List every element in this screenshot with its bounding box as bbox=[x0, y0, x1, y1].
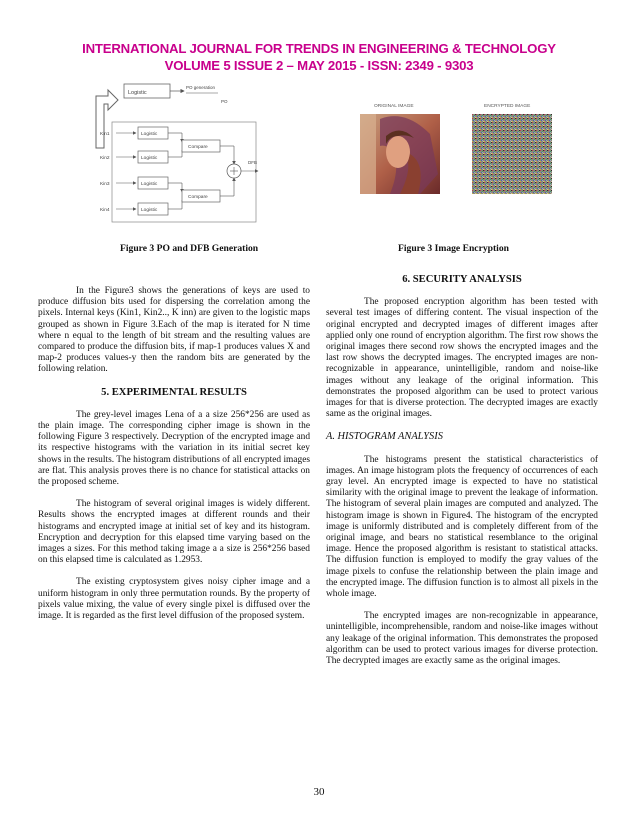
po-output-label: PO bbox=[221, 99, 228, 104]
logistic-label-4: Logistic bbox=[141, 208, 158, 213]
left-paragraph-2: The grey-level images Lena of a a size 256*256 are used as the plain image. The corresponding cipher image is shown in the following Figure 3 respectively. Decryption of the encrypted image and its respective histograms with the variation in its initial secret key shows in the results. The histogram distributions of all encrypted images are flat. This analysis proves there is no chance for statistical attacks on the proposed scheme. bbox=[38, 409, 310, 488]
left-column bbox=[38, 286, 310, 633]
right-column bbox=[326, 270, 598, 678]
section-5-heading: 5. EXPERIMENTAL RESULTS bbox=[101, 386, 247, 398]
left-paragraph-4: The existing cryptosystem gives noisy cipher image and a uniform histogram in only three permutation rounds. By the property of pixels value mixing, the value of every single pixel is diffused over the image. It is regarded as the first level diffusion of the proposed system. bbox=[38, 577, 310, 622]
page-number: 30 bbox=[313, 786, 325, 798]
diagram-svg bbox=[88, 78, 280, 228]
right-paragraph-1: The proposed encryption algorithm has been tested with several test images of differing content. The visual inspection of the original encrypted and decrypted images of different images after applied only one round of encryption algorithm. The first row shows the original images there second row shows the encrypted images and the last row shows the decrypted images. The encrypted images are non-recognizable in appearance, unintelligible, random and noise-like images without any leakage of the original information. This demonstrates the proposed algorithm can be used to protect various images for that is diverse protection. The decrypted images are exactly same as the original images. bbox=[326, 297, 598, 420]
compare-label-1: Compare bbox=[188, 145, 208, 150]
lena-original-image bbox=[360, 114, 440, 194]
logistic-label-1: Logistic bbox=[141, 132, 158, 137]
left-paragraph-1: In the Figure3 shows the generations of keys are used to produce diffusion bits used for dispersing the correlation among the pixels. Internal keys (Kin1, Kin2.., K inn) are given to the logistic maps grouped as shown in Figure 3.Each of the map is iterated for N time where n equal to the length of bit stream and the resulting values are compared to produce the diffusion bits, if map-1 produces values X and map-2 produces values-y then the random bits are generated by the following relation. bbox=[38, 286, 310, 375]
journal-volume: VOLUME 5 ISSUE 2 – MAY 2015 - ISSN: 2349 - 9303 bbox=[164, 58, 474, 73]
input-kin2: Kin2 bbox=[100, 156, 110, 161]
left-paragraph-3: The histogram of several original images is widely different. Results shows the encrypted images at different rounds and their histograms and encrypted image at initial set of key and its histogram. Encryption and decryption for this elapsed time varying based on the images a sizes. For this method taking image a a size is 256*256 based on this elapsed time is calculated as 1.2953. bbox=[38, 499, 310, 566]
subsection-a-heading: A. HISTOGRAM ANALYSIS bbox=[326, 431, 443, 443]
figure-left-caption: Figure 3 PO and DFB Generation bbox=[120, 243, 259, 254]
figure-right-caption: Figure 3 Image Encryption bbox=[398, 243, 509, 254]
input-kin4: Kin4 bbox=[100, 208, 110, 213]
input-kin1: Kin1 bbox=[100, 132, 110, 137]
po-dfb-diagram bbox=[88, 78, 280, 228]
po-generation-label: PO generation bbox=[186, 85, 216, 90]
dfb-label: DFB bbox=[248, 160, 257, 165]
logistic-label-3: Logistic bbox=[141, 182, 158, 187]
right-paragraph-2: The histograms present the statistical characteristics of images. An image histogram plots the frequency of occurrences of each gray level. An encrypted image is expected to have no statistical similarity with the original image to prevent the leakage of information. The histogram of several plain images are computed and analyzed. The histogram image is shown in Figure4. The histogram of the encrypted image is uniformly distributed and is completely different from of the original image, and bears no statistical resemblance to the original image. Hence the proposed algorithm is resistant to statistical attacks. The diffusion function is employed to modify the gray values of the image pixels to confuse the relationship between the plain image and the encrypted image. The diffusion function is to almost all pixels in the whole image. bbox=[326, 454, 598, 600]
original-image-label: ORIGINAL IMAGE bbox=[374, 104, 414, 109]
logistic-label-2: Logistic bbox=[141, 156, 158, 161]
encrypted-image-label: ENCRYPTED IMAGE bbox=[484, 104, 531, 109]
image-encryption-figure bbox=[356, 104, 556, 200]
input-kin3: Kin3 bbox=[100, 182, 110, 187]
compare-label-2: Compare bbox=[188, 195, 208, 200]
section-6-heading: 6. SECURITY ANALYSIS bbox=[402, 274, 522, 285]
journal-title: INTERNATIONAL JOURNAL FOR TRENDS IN ENGINEERING & TECHNOLOGY bbox=[82, 41, 556, 56]
encrypted-noise-image bbox=[472, 114, 552, 194]
top-logistic-label: Logistic bbox=[128, 90, 147, 96]
right-paragraph-3: The encrypted images are non-recognizable in appearance, unintelligible, incomprehensible, random and noise-like images without any leakage of the original information. This demonstrates the proposed algorithm can be used to protect various images for diverse protection. The decrypted images are exactly same as the original images. bbox=[326, 611, 598, 667]
